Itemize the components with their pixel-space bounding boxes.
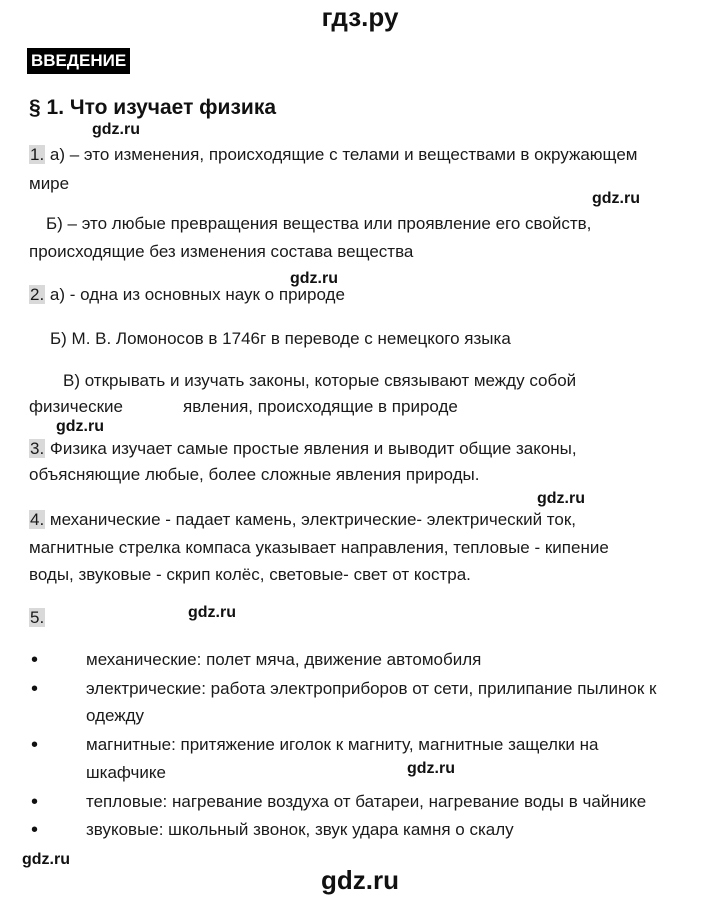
- site-header-title: гдз.ру: [321, 2, 399, 32]
- watermark: gdz.ru: [56, 418, 104, 435]
- answer-number-3: 3.: [30, 439, 45, 458]
- answer-number-1: 1.: [30, 145, 45, 164]
- answer-1-b-line1: Б) – это любые превращения вещества или проявление его свойств,: [46, 214, 592, 233]
- watermark: gdz.ru: [407, 760, 455, 777]
- answer-number-5: 5.: [30, 608, 45, 627]
- bullet-marker: •: [31, 678, 39, 700]
- answer-5-number-line: [29, 608, 45, 628]
- chapter-title: § 1. Что изучает физика: [29, 96, 277, 119]
- list-item: механические: полет мяча, движение автомобиля: [86, 650, 482, 669]
- answer-3-line1: [29, 439, 577, 459]
- answer-2-v-line1: В) открывать и изучать законы, которые связывают между собой: [63, 371, 577, 390]
- answer-2-v-line2-end: явления, происходящие в природе: [183, 397, 458, 416]
- answer-2-b-line: Б) М. В. Ломоносов в 1746г в переводе с немецкого языка: [50, 329, 511, 348]
- list-item: тепловые: нагревание воздуха от батареи, нагревание воды в чайнике: [86, 792, 647, 811]
- list-item: звуковые: школьный звонок, звук удара камня о скалу: [86, 820, 514, 839]
- answer-1-a-text: а) – это изменения, происходящие с телами и веществами в окружающем: [45, 145, 638, 164]
- answer-4-text: механические - падает камень, электрические- электрический ток,: [45, 510, 577, 529]
- answer-1-b-line2: происходящие без изменения состава вещества: [29, 242, 414, 261]
- list-item: электрические: работа электроприборов от сети, прилипание пылинок к: [86, 679, 657, 698]
- watermark: gdz.ru: [188, 604, 236, 621]
- bullet-marker: •: [31, 791, 39, 813]
- watermark: gdz.ru: [92, 121, 140, 138]
- watermark: gdz.ru: [290, 270, 338, 287]
- answer-number-4: 4.: [30, 510, 45, 529]
- answer-4-line2: магнитные стрелка компаса указывает направления, тепловые - кипение: [29, 538, 609, 557]
- watermark: gdz.ru: [537, 490, 585, 507]
- answer-4-line1: [29, 510, 576, 530]
- answer-1-a-line2: мире: [29, 174, 70, 193]
- answer-1-a-line1: [29, 145, 637, 165]
- answer-2-v-line2-start: физические: [29, 397, 123, 416]
- answer-4-line3: воды, звуковые - скрип колёс, световые- свет от костра.: [29, 565, 471, 584]
- answer-3-line2: объясняющие любые, более сложные явления природы.: [29, 465, 480, 484]
- watermark: gdz.ru: [592, 190, 640, 207]
- list-item-continuation: одежду: [86, 706, 145, 725]
- site-footer-title: gdz.ru: [321, 865, 399, 895]
- bullet-marker: •: [31, 734, 39, 756]
- section-banner: ВВЕДЕНИЕ: [27, 48, 130, 74]
- watermark: gdz.ru: [22, 851, 70, 868]
- bullet-marker: •: [31, 649, 39, 671]
- answer-2-a-line: [29, 285, 345, 305]
- bullet-marker: •: [31, 819, 39, 841]
- answer-2-a-text: а) - одна из основных наук о природе: [45, 285, 345, 304]
- answer-3-text: Физика изучает самые простые явления и выводит общие законы,: [45, 439, 577, 458]
- answer-number-2: 2.: [30, 285, 45, 304]
- list-item-continuation: шкафчике: [86, 763, 166, 782]
- list-item: магнитные: притяжение иголок к магниту, магнитные защелки на: [86, 735, 599, 754]
